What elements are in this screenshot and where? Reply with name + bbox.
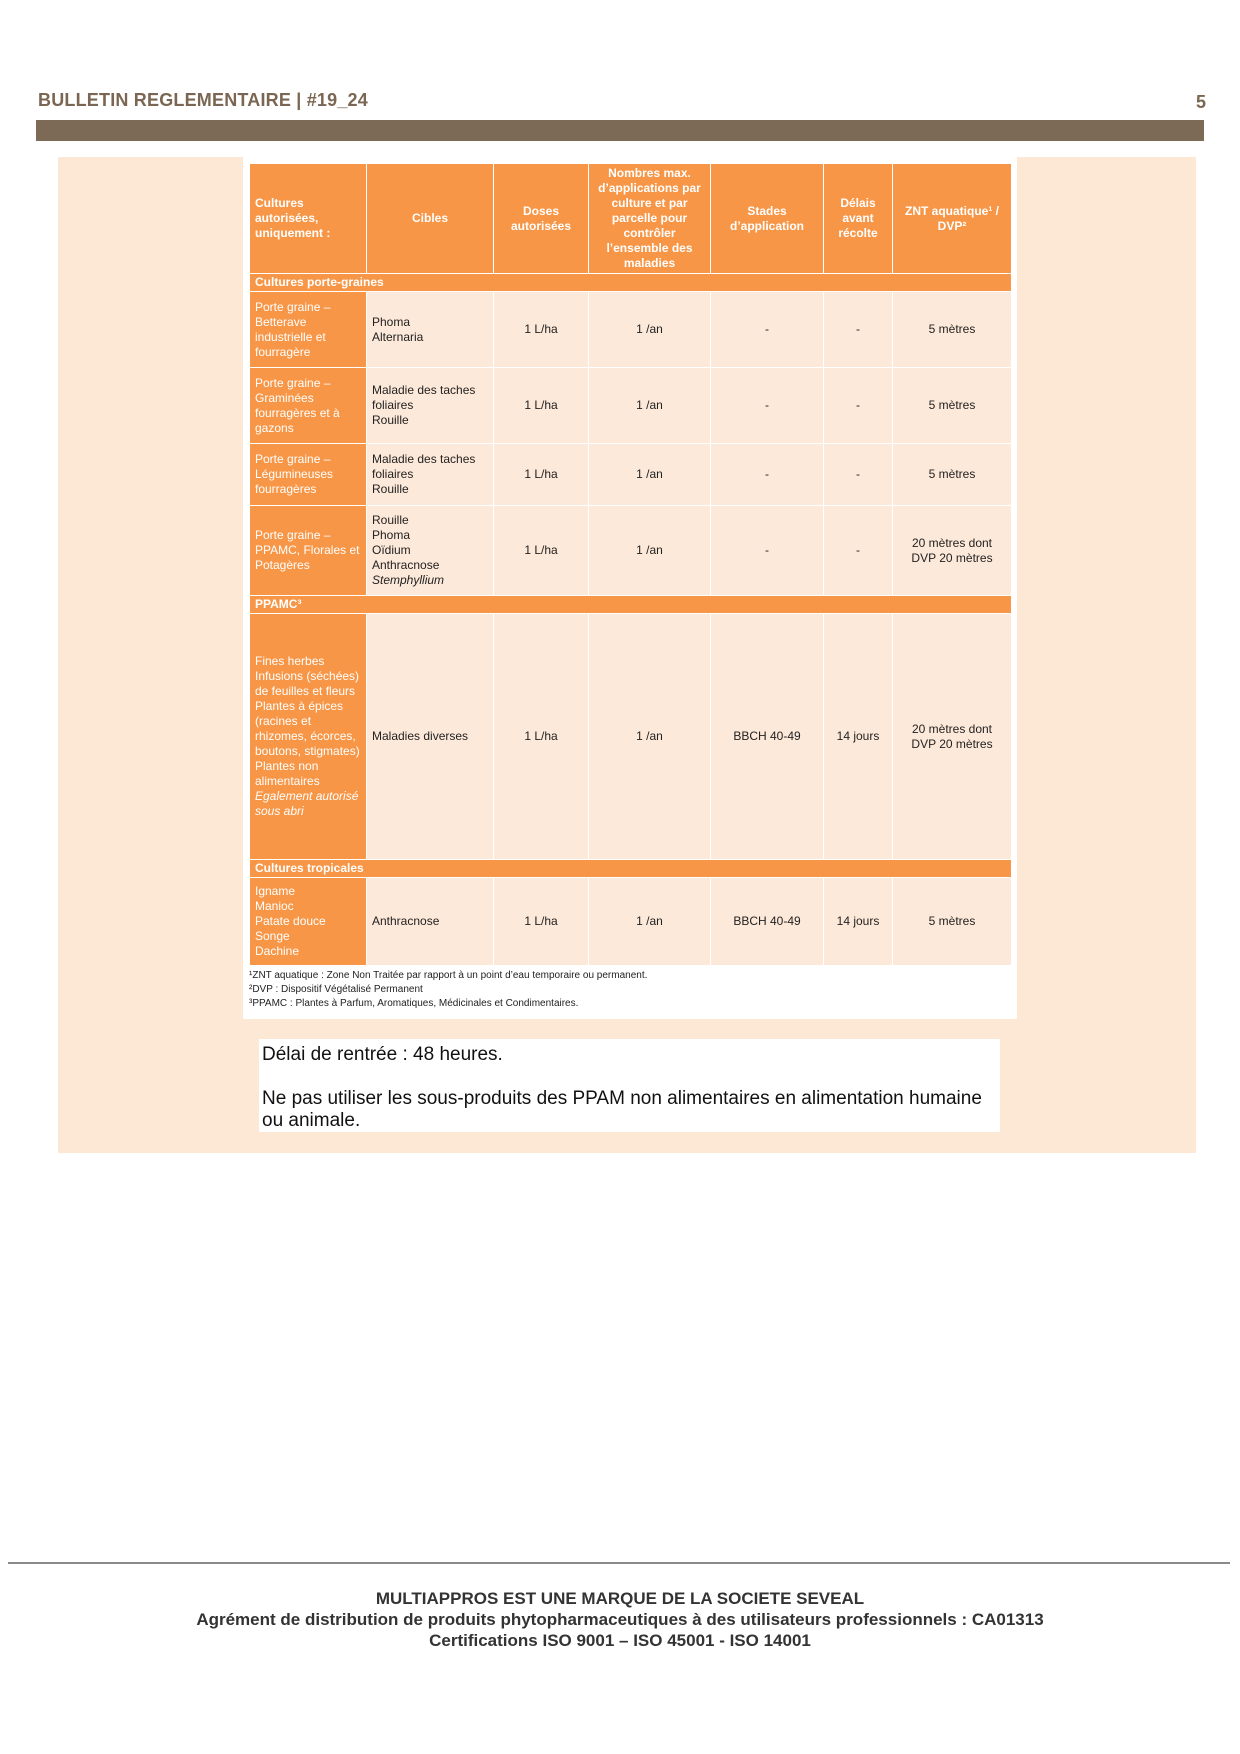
cible-text: Rouille (372, 413, 409, 427)
delai-cell: - (824, 444, 893, 506)
stade-cell: - (711, 506, 824, 596)
stade-cell: - (711, 444, 824, 506)
znt-text: DVP 20 mètres (911, 736, 993, 751)
header-max-applications: Nombres max. d’applications par culture et par parcelle pour contrôler l’ensemble des maladies (589, 164, 711, 274)
culture-text: Dachine (255, 944, 300, 958)
znt-cell: 5 mètres (893, 292, 1012, 368)
cible-text: Stemphyllium (372, 573, 445, 587)
usage-table-card (243, 157, 1017, 1019)
bulletin-title: BULLETIN REGLEMENTAIRE | #19_24 (38, 90, 368, 110)
table-header-row (250, 164, 1012, 274)
cibles-cell (367, 444, 494, 506)
znt-text: 20 mètres dont (911, 721, 993, 736)
table-row (250, 368, 1012, 444)
max-cell: 1 /an (589, 292, 711, 368)
section-row (250, 860, 1012, 878)
cible-text: Anthracnose (372, 558, 440, 572)
table-row (250, 444, 1012, 506)
znt-cell: 5 mètres (893, 444, 1012, 506)
section-row (250, 274, 1012, 292)
delai-cell: - (824, 506, 893, 596)
header-cultures: Cultures autorisées, uniquement : (250, 164, 367, 274)
section-row (250, 596, 1012, 614)
page-number: 5 (1195, 92, 1206, 112)
cible-text: Maladie des taches foliaires (372, 383, 476, 412)
footer-agrement: Agrément de distribution de produits phytopharmaceutiques à des utilisateurs professionnels : CA01313 (196, 1610, 1044, 1629)
culture-text: Igname (255, 884, 296, 898)
header-bar (36, 120, 1204, 141)
table-row (250, 292, 1012, 368)
dose-cell: 1 L/ha (494, 368, 589, 444)
cible-text: Phoma (372, 528, 411, 542)
header-delais: Délais avant récolte (824, 164, 893, 274)
section-title: PPAMC³ (250, 596, 1012, 614)
stade-cell: - (711, 292, 824, 368)
footnote-dvp: ²DVP : Dispositif Végétalisé Permanent (249, 984, 423, 995)
culture-text: Fines herbes (255, 654, 325, 668)
culture-text: Plantes à épices (racines et rhizomes, écorces, boutons, stigmates) (255, 699, 360, 758)
table-row (250, 506, 1012, 596)
stade-cell: BBCH 40-49 (711, 614, 824, 860)
culture-cell (250, 614, 367, 860)
culture-text: Plantes non alimentaires (255, 759, 320, 788)
culture-text: Egalement autorisé sous abri (255, 789, 359, 818)
delai-cell: 14 jours (824, 878, 893, 966)
table-row (250, 614, 1012, 860)
table-row (250, 878, 1012, 966)
znt-cell: 5 mètres (893, 368, 1012, 444)
culture-text: Manioc (255, 899, 294, 913)
byproduct-warning: Ne pas utiliser les sous-produits des PPAM non alimentaires en alimentation humaine ou animale. (262, 1088, 982, 1131)
culture-text: Infusions (séchées) de feuilles et fleurs (255, 669, 360, 698)
culture-cell (250, 878, 367, 966)
dose-cell: 1 L/ha (494, 878, 589, 966)
dose-cell: 1 L/ha (494, 292, 589, 368)
delai-cell: 14 jours (824, 614, 893, 860)
cibles-cell: Anthracnose (367, 878, 494, 966)
cibles-cell (367, 506, 494, 596)
znt-cell: 5 mètres (893, 878, 1012, 966)
culture-cell: Porte graine – Betterave industrielle et fourragère (250, 292, 367, 368)
culture-cell: Porte graine – Graminées fourragères et à gazons (250, 368, 367, 444)
section-title: Cultures porte-graines (250, 274, 1012, 292)
usage-table (249, 163, 1012, 966)
cibles-cell (367, 368, 494, 444)
dose-cell: 1 L/ha (494, 506, 589, 596)
max-cell: 1 /an (589, 878, 711, 966)
culture-cell: Porte graine – Légumineuses fourragères (250, 444, 367, 506)
delai-cell: - (824, 368, 893, 444)
footer-brand: MULTIAPPROS EST UNE MARQUE DE LA SOCIETE SEVEAL (375, 1589, 865, 1608)
cible-text: Rouille (372, 482, 409, 496)
delai-cell: - (824, 292, 893, 368)
notice-box (259, 1039, 1000, 1132)
table-footnotes (249, 969, 647, 1011)
cibles-cell: Maladies diverses (367, 614, 494, 860)
header-doses: Doses autorisées (494, 164, 589, 274)
footnote-ppamc: ³PPAMC : Plantes à Parfum, Aromatiques, Médicinales et Condimentaires. (249, 998, 579, 1009)
reentry-delay: Délai de rentrée : 48 heures. (262, 1044, 503, 1065)
footer-divider (8, 1562, 1230, 1564)
dose-cell: 1 L/ha (494, 444, 589, 506)
cible-text: Rouille (372, 513, 409, 527)
header-znt: ZNT aquatique¹ / DVP² (893, 164, 1012, 274)
znt-text: DVP 20 mètres (911, 550, 993, 565)
header-stades: Stades d’application (711, 164, 824, 274)
stade-cell: BBCH 40-49 (711, 878, 824, 966)
cible-text: Maladie des taches foliaires (372, 452, 476, 481)
cible-text: Alternaria (372, 329, 424, 344)
section-title: Cultures tropicales (250, 860, 1012, 878)
cible-text: Phoma (372, 314, 411, 329)
cibles-cell (367, 292, 494, 368)
header-cibles: Cibles (367, 164, 494, 274)
footer-certifications: Certifications ISO 9001 – ISO 45001 - ISO 14001 (429, 1631, 811, 1650)
max-cell: 1 /an (589, 614, 711, 860)
culture-text: Patate douce (255, 914, 326, 928)
culture-cell: Porte graine – PPAMC, Florales et Potagères (250, 506, 367, 596)
footnote-znt: ¹ZNT aquatique : Zone Non Traitée par rapport à un point d’eau temporaire ou permanent. (249, 970, 648, 981)
znt-cell (893, 614, 1012, 860)
znt-cell (893, 506, 1012, 596)
max-cell: 1 /an (589, 444, 711, 506)
culture-text: Songe (255, 929, 290, 943)
stade-cell: - (711, 368, 824, 444)
max-cell: 1 /an (589, 506, 711, 596)
znt-text: 20 mètres dont (911, 535, 993, 550)
cible-text: Oïdium (372, 543, 411, 557)
dose-cell: 1 L/ha (494, 614, 589, 860)
max-cell: 1 /an (589, 368, 711, 444)
